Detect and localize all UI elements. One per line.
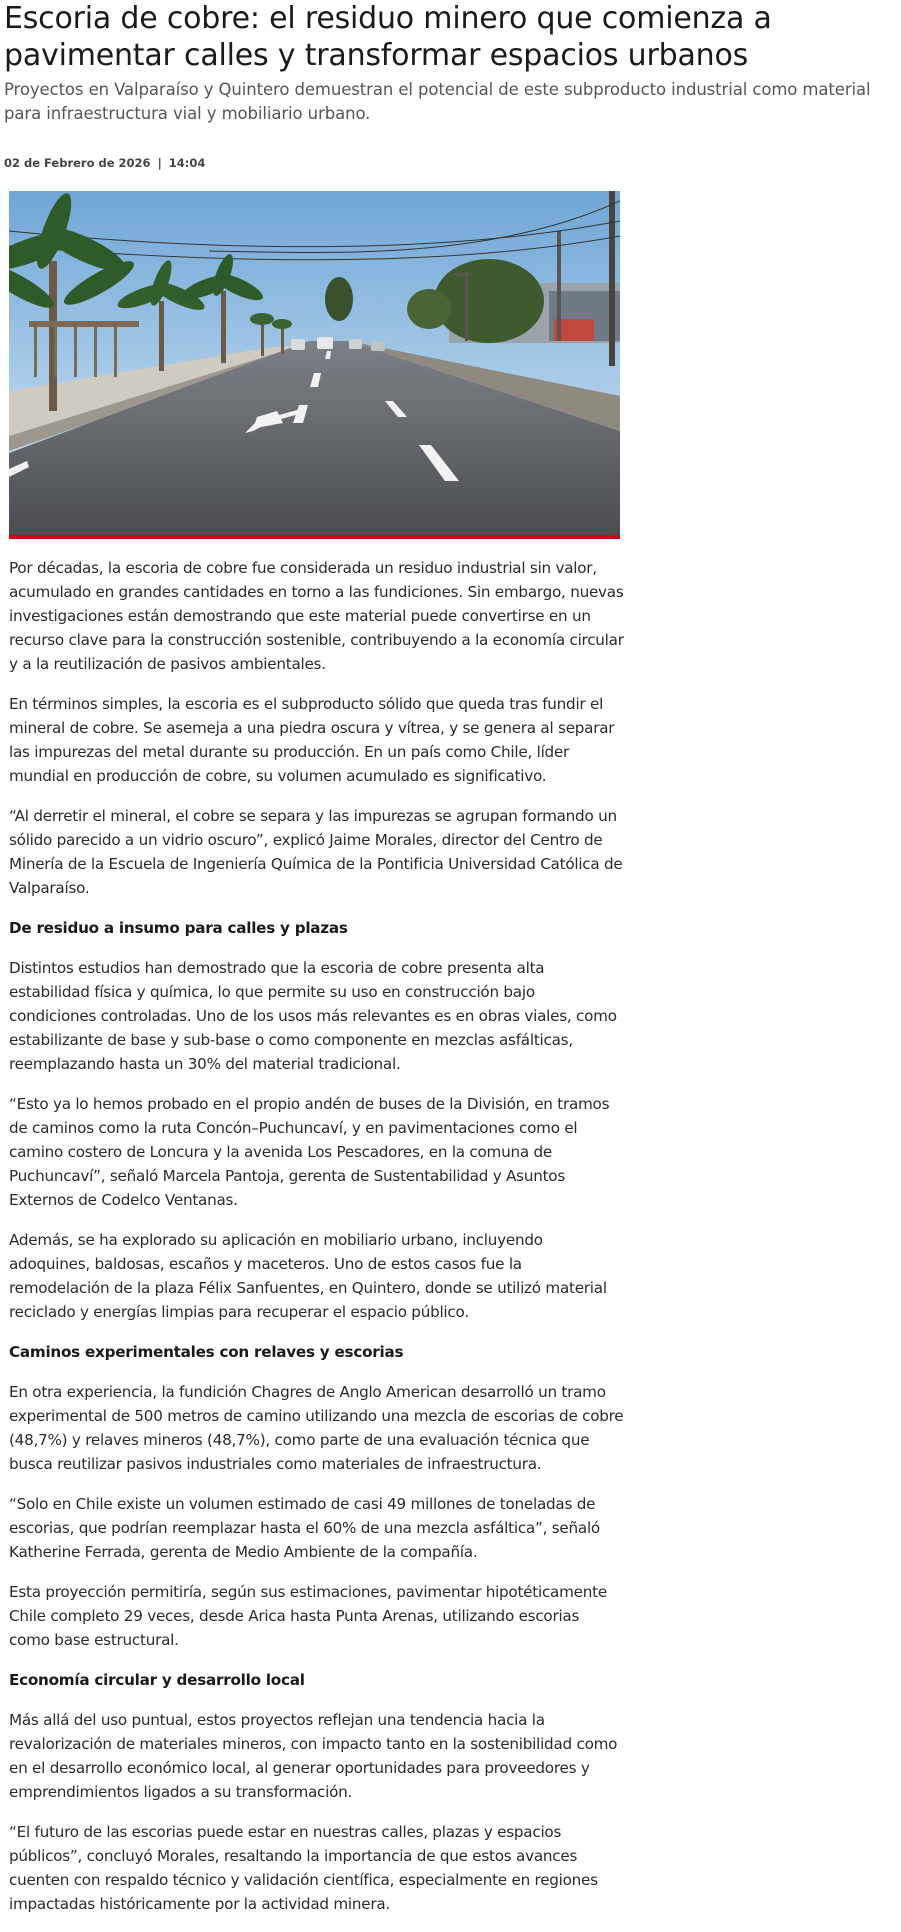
article-paragraph: “Esto ya lo hemos probado en el propio andén de buses de la División, en tramos de caminos como la ruta Concón–Puchuncaví, y en pavimentaciones como el camino costero de Loncura y la avenida Los Pescadores, en la comuna de Puchuncaví”, señaló Marcela Pantoja, gerenta de Sustentabilidad y Asuntos Externos de Codelco Ventanas.	[9, 1095, 610, 1209]
dateline-separator: |	[157, 156, 162, 170]
article-body	[9, 556, 624, 1932]
article-paragraph: Esta proyección permitiría, según sus estimaciones, pavimentar hipotéticamente Chile completo 29 veces, desde Arica hasta Punta Arenas, utilizando escorias como base estructural.	[9, 1583, 607, 1649]
article-paragraph: Además, se ha explorado su aplicación en mobiliario urbano, incluyendo adoquines, baldosas, escaños y maceteros. Uno de estos casos fue la remodelación de la plaza Félix Sanfuentes, en Quintero, donde se utilizó material reciclado y energías limpias para recuperar el espacio público.	[9, 1231, 607, 1321]
article-headline: Escoria de cobre: el residuo minero que comienza a pavimentar calles y transformar espacios urbanos	[4, 1, 772, 73]
article-paragraph: Más allá del uso puntual, estos proyectos reflejan una tendencia hacia la revalorización de materiales mineros, con impacto tanto en la sostenibilidad como en el desarrollo económico local, al generar oportunidades para proveedores y emprendimientos ligados a su transformación.	[9, 1711, 618, 1801]
article	[0, 0, 901, 170]
article-time: 14:04	[168, 156, 206, 170]
article-paragraph: “Solo en Chile existe un volumen estimado de casi 49 millones de toneladas de escorias, que podrían reemplazar hasta el 60% de una mezcla asfáltica”, señaló Katherine Ferrada, gerenta de Medio Ambiente de la compañía.	[9, 1495, 600, 1561]
article-paragraph: “Al derretir el mineral, el cobre se separa y las impurezas se agrupan formando un sólido parecido a un vidrio oscuro”, explicó Jaime Morales, director del Centro de Minería de la Escuela de Ingeniería Química de la Pontificia Universidad Católica de Valparaíso.	[9, 807, 623, 897]
article-paragraph: En términos simples, la escoria es el subproducto sólido que queda tras fundir el mineral de cobre. Se asemeja a una piedra oscura y vítrea, y se genera al separar las impurezas del metal durante su producción. En un país como Chile, líder mundial en producción de cobre, su volumen acumulado es significativo.	[9, 695, 615, 785]
section-heading: De residuo a insumo para calles y plazas	[9, 919, 348, 937]
article-paragraph: Distintos estudios han demostrado que la escoria de cobre presenta alta estabilidad física y química, lo que permite su uso en construcción bajo condiciones controladas. Uno de los usos más relevantes es en obras viales, como estabilizante de base y sub-base o como componente en mezclas asfálticas, reemplazando hasta un 30% del material tradicional.	[9, 959, 617, 1073]
article-subtitle: Proyectos en Valparaíso y Quintero demuestran el potencial de este subproducto industrial como material para infraestructura vial y mobiliario urbano.	[4, 80, 871, 123]
article-paragraph: Por décadas, la escoria de cobre fue considerada un residuo industrial sin valor, acumulado en grandes cantidades en torno a las fundiciones. Sin embargo, nuevas investigaciones están demostrando que este material puede convertirse en un recurso clave para la construcción sostenible, contribuyendo a la economía circular y a la reutilización de pasivos ambientales.	[9, 559, 624, 673]
article-dateline	[0, 156, 901, 170]
section-heading: Economía circular y desarrollo local	[9, 1671, 305, 1689]
article-hero-image	[9, 191, 620, 539]
road-photo-illustration	[9, 191, 620, 535]
article-paragraph: En otra experiencia, la fundición Chagres de Anglo American desarrolló un tramo experimental de 500 metros de camino utilizando una mezcla de escorias de cobre (48,7%) y relaves mineros (48,7%), como parte de una evaluación técnica que busca reutilizar pasivos industriales como materiales de infraestructura.	[9, 1383, 624, 1473]
section-heading: Caminos experimentales con relaves y escorias	[9, 1343, 404, 1361]
article-paragraph: “El futuro de las escorias puede estar en nuestras calles, plazas y espacios públicos”, concluyó Morales, resaltando la importancia de que estos avances cuenten con respaldo técnico y validación científica, especialmente en regiones impactadas históricamente por la actividad minera.	[9, 1823, 598, 1913]
article-date: 02 de Febrero de 2026	[4, 156, 151, 170]
